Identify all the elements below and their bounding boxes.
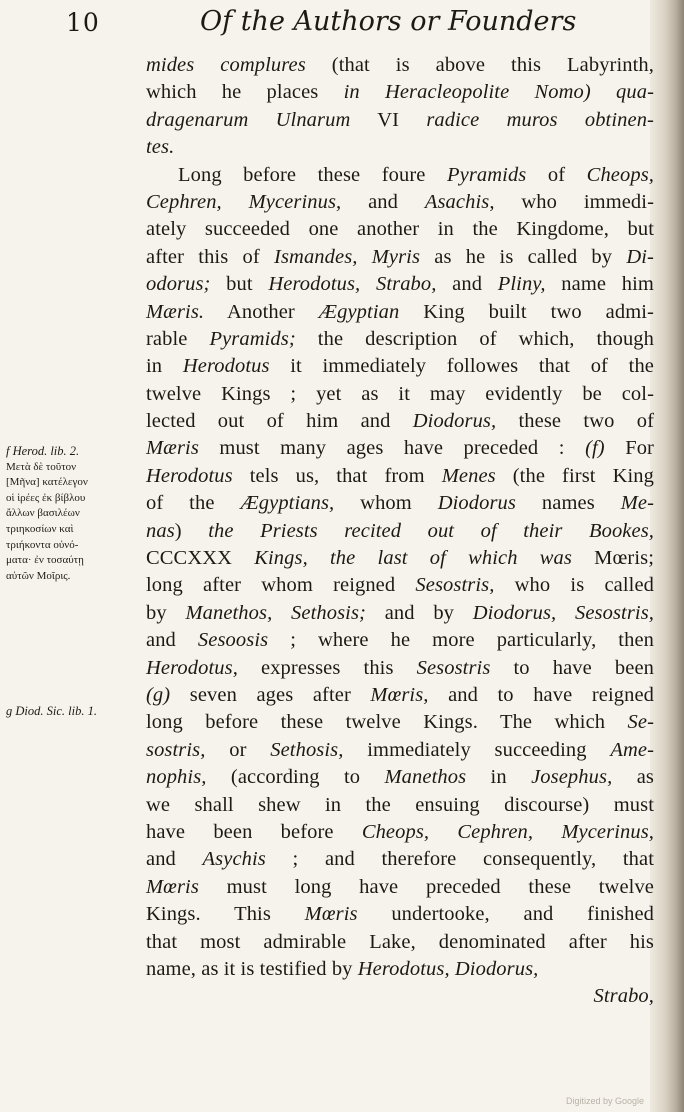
italic-run: Pyramids bbox=[447, 163, 527, 186]
roman-run: King built two admi- bbox=[399, 300, 654, 323]
italic-run: Manethos bbox=[384, 766, 467, 789]
italic-run: Herodotus bbox=[182, 355, 270, 378]
italic-run: Herodotus bbox=[146, 464, 233, 487]
roman-run: by bbox=[146, 601, 186, 624]
text-line bbox=[146, 52, 654, 79]
text-line bbox=[146, 627, 654, 654]
roman-run: ately succeeded one another in the Kingdome, but bbox=[146, 218, 654, 241]
text-line bbox=[146, 299, 654, 326]
italic-run: (g) bbox=[146, 683, 171, 706]
roman-run: who is called bbox=[494, 574, 654, 597]
roman-run: and bbox=[341, 190, 425, 213]
roman-run: in bbox=[466, 766, 532, 789]
text-line bbox=[146, 518, 654, 545]
text-line bbox=[146, 929, 654, 956]
italic-run: mides complures bbox=[146, 54, 306, 76]
roman-run: long after whom reigned bbox=[146, 574, 416, 597]
italic-run: Mœris bbox=[146, 875, 199, 898]
roman-run: immediately succeeding bbox=[343, 738, 611, 761]
text-line bbox=[146, 792, 654, 819]
italic-run: Cheops, Cephren, Mycerinus, bbox=[361, 820, 654, 843]
italic-run: Herodotus, bbox=[146, 656, 238, 679]
italic-run: the Priests recited out of their Bookes, bbox=[208, 519, 654, 542]
italic-run: radice muros obtinen- bbox=[426, 108, 654, 131]
sidenote-greek-line: αὐτῶν Μοῖρις. bbox=[6, 569, 71, 582]
roman-run: lected out of him and bbox=[146, 410, 413, 433]
text-line bbox=[146, 79, 654, 106]
italic-run: Mæris bbox=[146, 437, 199, 460]
italic-run: Menes bbox=[441, 464, 496, 487]
roman-run: who immedi- bbox=[494, 190, 655, 213]
roman-run: and bbox=[146, 848, 203, 871]
italic-run: Sesostris bbox=[416, 656, 491, 679]
roman-run: ) bbox=[174, 519, 209, 542]
italic-run: Diodorus, Sesostris, bbox=[472, 601, 654, 624]
text-line bbox=[146, 846, 654, 873]
text-line bbox=[146, 600, 654, 627]
italic-run: Ægyptians, bbox=[240, 492, 335, 515]
roman-run: whom bbox=[334, 492, 438, 515]
text-line bbox=[146, 490, 654, 517]
italic-run: Mœris, bbox=[370, 683, 429, 706]
text-line bbox=[146, 901, 654, 928]
italic-run: nas bbox=[146, 519, 175, 542]
roman-run: Another bbox=[204, 300, 319, 323]
italic-run: Me- bbox=[620, 492, 654, 515]
roman-run: must long have preceded these twelve bbox=[198, 875, 654, 898]
italic-run: Sethosis, bbox=[270, 738, 344, 761]
text-line bbox=[146, 216, 654, 243]
roman-run: rable bbox=[146, 327, 210, 350]
roman-run: twelve Kings ; yet as it may evidently be col- bbox=[146, 382, 654, 405]
italic-run: Manethos, Sethosis; bbox=[185, 601, 366, 624]
roman-run: and bbox=[436, 273, 498, 296]
roman-run: For bbox=[604, 437, 654, 460]
italic-run: Herodotus, Strabo, bbox=[268, 273, 437, 296]
italic-run: Ame- bbox=[610, 738, 654, 761]
italic-run: Cheops, bbox=[586, 163, 654, 186]
italic-run: Sesoosis bbox=[197, 629, 269, 652]
text-line bbox=[146, 408, 654, 435]
page-number: 10 bbox=[66, 8, 100, 37]
sidenote-reference: f Herod. lib. 2. bbox=[6, 444, 80, 458]
roman-run: must many ages have preceded : bbox=[198, 437, 586, 460]
roman-run: undertooke, and finished bbox=[357, 903, 654, 926]
italic-run: (f) bbox=[585, 437, 605, 460]
italic-run: Strabo, bbox=[593, 985, 654, 1008]
roman-run: (that is above this Labyrinth, bbox=[305, 54, 654, 76]
roman-run: to have been bbox=[490, 656, 654, 679]
text-line bbox=[146, 737, 654, 764]
roman-run: which he places bbox=[146, 81, 344, 104]
text-line bbox=[146, 545, 654, 572]
roman-run: after this of bbox=[146, 245, 275, 268]
sidenote-greek-line: τριήκοντα οὐνό- bbox=[6, 538, 79, 551]
roman-run: VI bbox=[350, 108, 427, 131]
roman-run: expresses this bbox=[237, 656, 417, 679]
text-line bbox=[146, 874, 654, 901]
roman-run: or bbox=[205, 738, 271, 761]
text-line bbox=[146, 326, 654, 353]
text-line bbox=[146, 435, 654, 462]
roman-run: we shall shew in the ensuing discourse) must bbox=[146, 793, 654, 816]
roman-run: names bbox=[516, 492, 621, 515]
roman-run: tels us, that from bbox=[232, 464, 442, 487]
sidenote-diodorus bbox=[6, 704, 134, 720]
text-line bbox=[146, 655, 654, 682]
text-line bbox=[146, 107, 654, 134]
page-gutter-shadow bbox=[650, 0, 684, 1112]
sidenote-reference: g Diod. Sic. lib. 1. bbox=[6, 704, 97, 718]
sidenote-greek-line: τριηκοσίων καὶ bbox=[6, 522, 74, 535]
roman-run: but bbox=[210, 273, 269, 296]
roman-run: Mœris; bbox=[571, 547, 654, 570]
sidenote-greek-line: οἱ ἱρέες ἐκ βίβλου bbox=[6, 491, 86, 504]
italic-run: Mæris. bbox=[146, 300, 205, 323]
text-line bbox=[146, 764, 654, 791]
italic-run: tes. bbox=[146, 136, 175, 159]
roman-run: in bbox=[146, 355, 183, 378]
italic-run: Josephus, bbox=[531, 766, 613, 789]
italic-run: odorus; bbox=[146, 273, 211, 296]
text-line bbox=[146, 956, 654, 983]
italic-run: Diodorus, bbox=[412, 410, 497, 433]
text-line bbox=[146, 572, 654, 599]
text-line bbox=[146, 189, 654, 216]
text-line bbox=[146, 244, 654, 271]
roman-run: CCCXXX bbox=[146, 547, 255, 570]
text-line bbox=[146, 162, 654, 189]
roman-run: (according to bbox=[206, 766, 385, 789]
italic-run: Pyramids; bbox=[209, 327, 296, 350]
text-line bbox=[146, 353, 654, 380]
sidenote-herodotus bbox=[6, 444, 134, 584]
text-line bbox=[146, 134, 654, 161]
roman-run: as bbox=[612, 766, 654, 789]
roman-run: and bbox=[146, 629, 198, 652]
italic-run: Sesostris, bbox=[415, 574, 495, 597]
watermark: Digitized by Google bbox=[565, 1096, 644, 1106]
roman-run: and by bbox=[365, 601, 473, 624]
main-text-block bbox=[146, 52, 654, 1011]
sidenote-greek-line: ἄλλων βασιλέων bbox=[6, 507, 80, 520]
italic-run: Se- bbox=[627, 711, 654, 734]
italic-run: Asachis, bbox=[424, 190, 495, 213]
italic-run: Ismandes, Myris bbox=[274, 245, 421, 268]
italic-run: Asychis bbox=[202, 848, 266, 871]
roman-run: as he is called by bbox=[420, 245, 627, 268]
text-line bbox=[146, 463, 654, 490]
italic-run: Cephren, Mycerinus, bbox=[146, 190, 342, 213]
text-line bbox=[146, 709, 654, 736]
running-title: Of the Authors or Founders bbox=[200, 6, 577, 37]
sidenote-greek-line: ματα· ἐν τοσαύτῃ bbox=[6, 554, 84, 567]
sidenote-greek-line: Μετὰ δὲ τοῦτον bbox=[6, 460, 77, 473]
roman-run: ; and therefore consequently, that bbox=[265, 848, 655, 871]
italic-run: Ægyptian bbox=[318, 300, 400, 323]
italic-run: sostris, bbox=[146, 738, 206, 761]
roman-run: name him bbox=[545, 273, 654, 296]
roman-run: these two of bbox=[496, 410, 654, 433]
italic-run: dragenarum Ulnarum bbox=[146, 108, 351, 131]
roman-run: (the first King bbox=[495, 464, 654, 487]
roman-run: seven ages after bbox=[170, 683, 371, 706]
roman-run: that most admirable Lake, denominated after his bbox=[146, 930, 654, 953]
text-line bbox=[146, 381, 654, 408]
text-line bbox=[146, 682, 654, 709]
roman-run: the description of which, though bbox=[295, 327, 654, 350]
italic-run: in Heracleopolite Nomo) qua- bbox=[343, 81, 654, 104]
roman-run: Long before these foure bbox=[178, 163, 447, 186]
italic-run: Herodotus, Diodorus, bbox=[357, 957, 539, 980]
italic-run: Kings, the last of which was bbox=[254, 547, 572, 570]
text-line bbox=[146, 983, 654, 1010]
roman-run: of the bbox=[146, 492, 241, 515]
roman-run: Kings. This bbox=[146, 903, 305, 926]
sidenote-greek-line: [Μῆνα] κατέλεγον bbox=[6, 476, 88, 489]
roman-run: it immediately followes that of the bbox=[269, 355, 655, 378]
roman-run: name, as it is testified by bbox=[146, 957, 358, 980]
italic-run: Pliny, bbox=[497, 273, 546, 296]
roman-run: of bbox=[526, 163, 587, 186]
text-line bbox=[146, 819, 654, 846]
roman-run: long before these twelve Kings. The which bbox=[146, 711, 628, 734]
roman-run: and to have reigned bbox=[428, 683, 654, 706]
text-line bbox=[146, 271, 654, 298]
italic-run: Diodorus bbox=[437, 492, 516, 515]
italic-run: nophis, bbox=[146, 766, 207, 789]
italic-run: Di- bbox=[626, 245, 654, 268]
roman-run: ; where he more particularly, then bbox=[268, 629, 654, 652]
roman-run: have been before bbox=[146, 820, 362, 843]
italic-run: Mœris bbox=[304, 903, 358, 926]
